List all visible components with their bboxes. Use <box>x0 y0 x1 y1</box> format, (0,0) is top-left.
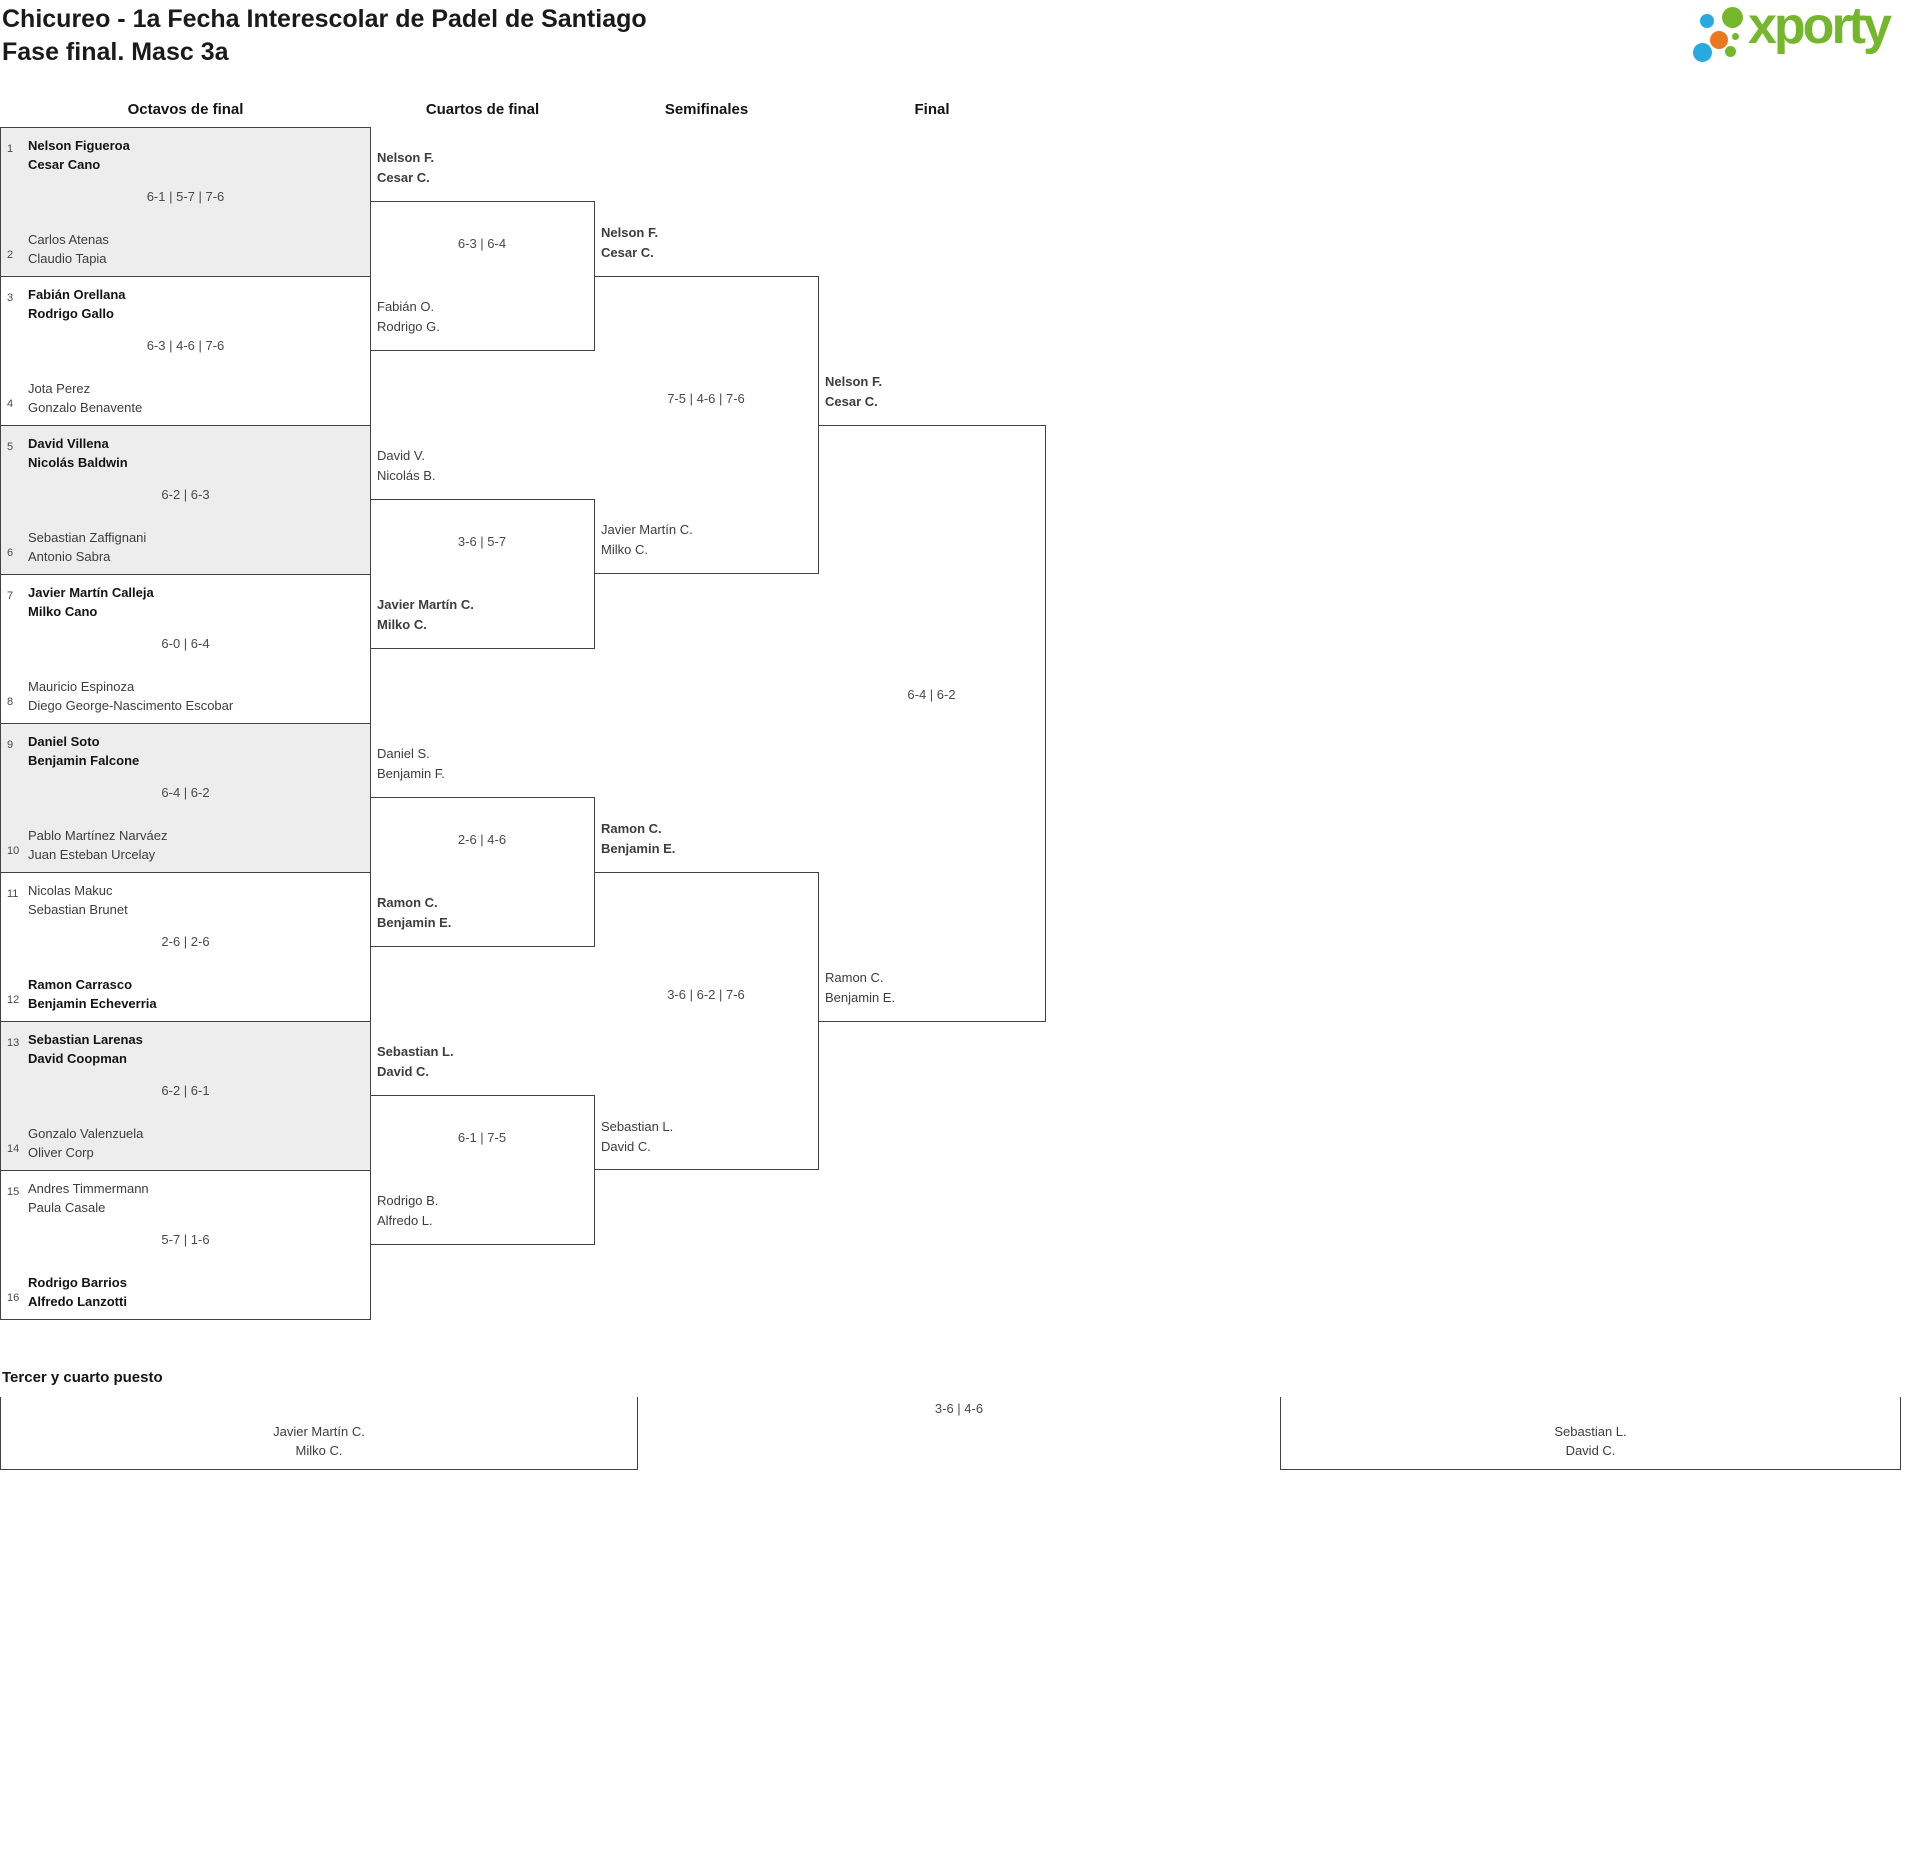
player-name: David C. <box>1565 1443 1616 1458</box>
player-name: Milko Cano <box>28 604 98 619</box>
seed-number: 14 <box>7 1143 20 1155</box>
player-name: Ramon C. <box>377 895 438 910</box>
match-score: 7-5 | 4-6 | 7-6 <box>667 391 745 406</box>
player-name: Nicolás Baldwin <box>28 455 128 470</box>
player-name: Cesar Cano <box>28 157 101 172</box>
third-place-left-team <box>0 1397 638 1470</box>
player-name: Nicolás B. <box>377 468 436 483</box>
match-score: 6-4 | 6-2 <box>161 785 210 800</box>
seed-number: 9 <box>7 739 14 751</box>
phase-subtitle: Fase final. Masc 3a <box>2 38 229 66</box>
player-name: Oliver Corp <box>28 1145 94 1160</box>
seed-number: 11 <box>7 888 19 900</box>
match-score: 6-2 | 6-1 <box>161 1083 210 1098</box>
player-name: Benjamin E. <box>377 915 452 930</box>
player-name: David Villena <box>28 436 109 451</box>
sf2-top-team <box>601 819 675 859</box>
player-name: Javier Martín C. <box>601 522 693 537</box>
qf4-top-team <box>377 1042 454 1082</box>
player-name: Nelson F. <box>601 225 659 240</box>
logo-dot-blue-big-icon <box>1693 43 1712 62</box>
team-pair <box>28 1179 149 1217</box>
player-name: Alfredo L. <box>377 1213 433 1228</box>
player-name: Juan Esteban Urcelay <box>28 847 156 862</box>
team-pair <box>28 230 109 268</box>
player-name: Fabián Orellana <box>28 287 126 302</box>
player-name: Cesar C. <box>377 170 430 185</box>
r16-match-7 <box>0 1021 371 1171</box>
player-name: Daniel Soto <box>28 734 100 749</box>
player-name: Sebastian Brunet <box>28 902 128 917</box>
player-name: Milko C. <box>377 617 427 632</box>
match-score: 6-0 | 6-4 <box>161 636 210 651</box>
match-score: 6-3 | 4-6 | 7-6 <box>146 338 225 353</box>
seed-number: 8 <box>7 696 14 708</box>
player-name: Cesar C. <box>601 245 654 260</box>
player-name: Rodrigo B. <box>377 1193 439 1208</box>
team-pair <box>28 434 128 472</box>
final-bottom-team <box>825 968 895 1008</box>
team-pair <box>28 583 154 621</box>
player-name: Sebastian Zaffignani <box>28 530 147 545</box>
player-name: Ramon C. <box>825 970 884 985</box>
player-name: Rodrigo Gallo <box>28 306 114 321</box>
team-pair <box>28 1273 127 1311</box>
player-name: Jota Perez <box>28 381 91 396</box>
player-name: Diego George-Nascimento Escobar <box>28 698 234 713</box>
player-name: Rodrigo Barrios <box>28 1275 127 1290</box>
player-name: Sebastian L. <box>601 1119 674 1134</box>
team-pair <box>28 975 157 1013</box>
player-name: David C. <box>601 1139 651 1154</box>
match-score: 6-2 | 6-3 <box>161 487 210 502</box>
player-name: Sebastian Larenas <box>28 1032 143 1047</box>
seed-number: 16 <box>7 1292 20 1304</box>
player-name: Andres Timmermann <box>28 1181 149 1196</box>
player-name: Ramon C. <box>601 821 662 836</box>
player-name: Benjamin F. <box>377 766 445 781</box>
round-header-semifinales: Semifinales <box>664 101 749 118</box>
qf3-top-team <box>377 744 445 784</box>
team-pair <box>28 379 142 417</box>
match-score: 3-6 | 6-2 | 7-6 <box>667 987 745 1002</box>
qf4-bottom-team <box>377 1191 438 1231</box>
logo-dot-green-big-icon <box>1722 7 1743 28</box>
qf1-top-team <box>377 148 434 188</box>
player-name: Mauricio Espinoza <box>28 679 135 694</box>
player-name: Benjamin E. <box>825 990 896 1005</box>
round-header-final: Final <box>914 101 950 118</box>
player-name: David C. <box>377 1064 430 1079</box>
third-place-title: Tercer y cuarto puesto <box>2 1369 163 1386</box>
team-pair <box>28 677 233 715</box>
final-match-bracket <box>818 425 1046 1022</box>
match-score: 2-6 | 4-6 <box>457 832 507 847</box>
match-score: 3-6 | 5-7 <box>457 534 507 549</box>
r16-match-6 <box>0 872 371 1022</box>
player-name: Sebastian L. <box>1554 1424 1627 1439</box>
third-place-right-team <box>1280 1397 1901 1470</box>
qf2-bottom-team <box>377 595 474 635</box>
seed-number: 15 <box>7 1186 20 1198</box>
player-name: Paula Casale <box>28 1200 106 1215</box>
player-name: Nicolas Makuc <box>28 883 113 898</box>
player-name: Rodrigo G. <box>377 319 440 334</box>
team-pair <box>28 1030 143 1068</box>
player-name: Gonzalo Valenzuela <box>28 1126 144 1141</box>
logo-wordmark: xporty <box>1748 0 1889 55</box>
player-name: Benjamin E. <box>601 841 676 856</box>
player-name: Gonzalo Benavente <box>28 400 143 415</box>
player-name: Cesar C. <box>825 394 878 409</box>
player-name: Benjamin Falcone <box>28 753 140 768</box>
match-score: 6-3 | 6-4 <box>457 236 507 251</box>
player-name: Milko C. <box>295 1443 343 1458</box>
tournament-title: Chicureo - 1a Fecha Interescolar de Padel de Santiago <box>2 5 647 33</box>
match-score: 5-7 | 1-6 <box>161 1232 210 1247</box>
team-pair <box>28 881 128 919</box>
player-name: Antonio Sabra <box>28 549 111 564</box>
player-name: Daniel S. <box>377 746 430 761</box>
team-pair <box>28 528 146 566</box>
seed-number: 12 <box>7 994 20 1006</box>
r16-match-5 <box>0 723 371 873</box>
seed-number: 2 <box>7 249 14 261</box>
sf1-bottom-team <box>601 520 693 560</box>
logo-dot-blue-small-icon <box>1700 14 1714 28</box>
player-name: Nelson F. <box>377 150 435 165</box>
xporty-logo[interactable] <box>1690 0 1918 76</box>
match-score: 6-1 | 7-5 <box>457 1130 507 1145</box>
logo-dot-green-tiny-icon <box>1732 33 1739 40</box>
r16-match-2 <box>0 276 371 426</box>
seed-number: 13 <box>7 1037 20 1049</box>
team-pair <box>28 1124 143 1162</box>
player-name: David Coopman <box>28 1051 127 1066</box>
sf1-top-team <box>601 223 658 263</box>
seed-number: 5 <box>7 441 14 453</box>
team-pair <box>28 285 126 323</box>
match-score: 2-6 | 2-6 <box>161 934 210 949</box>
player-name: Fabián O. <box>377 299 435 314</box>
seed-number: 4 <box>7 398 14 410</box>
logo-dot-green-small-icon <box>1725 46 1736 57</box>
seed-number: 7 <box>7 590 14 602</box>
round-header-octavos: Octavos de final <box>127 101 244 118</box>
player-name: Milko C. <box>601 542 648 557</box>
player-name: Ramon Carrasco <box>28 977 133 992</box>
match-score: 6-4 | 6-2 <box>907 687 956 702</box>
player-name: Sebastian L. <box>377 1044 454 1059</box>
sf2-bottom-team <box>601 1117 673 1157</box>
player-name: Javier Martín C. <box>377 597 474 612</box>
seed-number: 1 <box>7 143 14 155</box>
player-name: Javier Martín C. <box>273 1424 365 1439</box>
team-pair <box>28 732 139 770</box>
third-place-score: 3-6 | 4-6 <box>934 1401 984 1416</box>
round-header-cuartos: Cuartos de final <box>425 101 540 118</box>
seed-number: 10 <box>7 845 20 857</box>
seed-number: 6 <box>7 547 14 559</box>
player-name: Claudio Tapia <box>28 251 107 266</box>
qf3-bottom-team <box>377 893 451 933</box>
player-name: Carlos Atenas <box>28 232 109 247</box>
player-name: Nelson Figueroa <box>28 138 130 153</box>
player-name: Benjamin Echeverria <box>28 996 157 1011</box>
team-pair <box>28 136 130 174</box>
player-name: Javier Martín Calleja <box>28 585 154 600</box>
r16-match-4 <box>0 574 371 724</box>
team-pair <box>28 826 167 864</box>
qf1-bottom-team <box>377 297 440 337</box>
r16-match-3 <box>0 425 371 575</box>
player-name: Nelson F. <box>825 374 883 389</box>
seed-number: 3 <box>7 292 14 304</box>
r16-match-8 <box>0 1170 371 1320</box>
match-score: 6-1 | 5-7 | 7-6 <box>146 189 225 204</box>
player-name: Pablo Martínez Narváez <box>28 828 168 843</box>
player-name: Alfredo Lanzotti <box>28 1294 127 1309</box>
logo-dot-orange-icon <box>1710 31 1728 49</box>
player-name: David V. <box>377 448 425 463</box>
qf2-top-team <box>377 446 436 486</box>
final-top-team <box>825 372 882 412</box>
r16-match-1 <box>0 127 371 277</box>
